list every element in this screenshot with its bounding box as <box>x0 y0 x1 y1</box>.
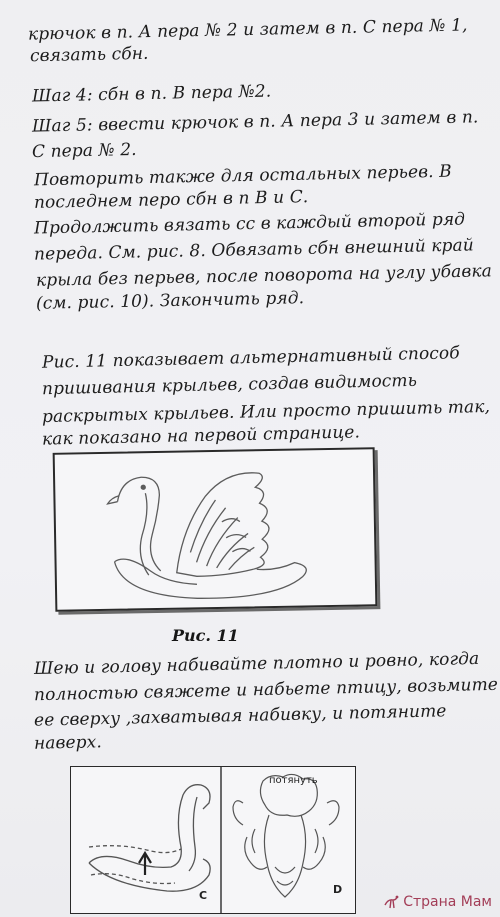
text-line: ее сверху ,захватывая набивку, и потяните <box>33 701 447 731</box>
stuffing-illustration <box>71 767 355 913</box>
text-line: Шею и голову набивайте плотно и ровно, когда <box>33 648 480 680</box>
text-line: крючок в п. А пера № 2 и затем в п. С пера № 1, <box>27 15 468 45</box>
label-pull: потянуть <box>269 775 318 786</box>
watermark-text: Страна Мам <box>403 894 492 910</box>
text-line: Продолжить вязать сс в каждый второй ряд <box>33 209 466 239</box>
figure-stuffing <box>70 766 356 914</box>
figure-11-caption: Рис. 11 <box>172 626 239 645</box>
label-d: D <box>333 883 343 896</box>
stork-icon <box>382 893 400 911</box>
text-line: Рис. 11 показывает альтернативный способ <box>41 343 460 373</box>
text-line: Повторить также для остальных перьев. В <box>33 161 452 191</box>
text-line: наверх. <box>33 732 103 754</box>
text-line: полностью свяжете и набьете птицу, возьмите <box>33 674 499 706</box>
swan-illustration <box>55 449 376 610</box>
text-line: С пера № 2. <box>31 139 137 163</box>
text-line: Шаг 4: сбн в п. В пера №2. <box>31 81 272 107</box>
text-line: связать сбн. <box>29 43 149 67</box>
label-c: C <box>199 889 208 902</box>
text-line: крыла без перьев, после поворота на углу убавка <box>35 261 493 291</box>
site-watermark <box>382 893 492 911</box>
text-line: как показано на первой странице. <box>41 422 361 450</box>
figure-11-swan <box>53 447 378 612</box>
text-line: раскрытых крыльев. Или просто пришить так, <box>41 396 491 428</box>
text-line: (см. рис. 10). Закончить ряд. <box>35 288 305 314</box>
text-line: Шаг 5: ввести крючок в п. А пера 3 и затем в п. <box>31 107 479 137</box>
text-line: последнем перо сбн в п В и С. <box>33 187 309 213</box>
text-line: переда. См. рис. 8. Обвязать сбн внешний край <box>33 235 475 265</box>
text-line: пришивания крыльев, создав видимость <box>41 370 418 400</box>
